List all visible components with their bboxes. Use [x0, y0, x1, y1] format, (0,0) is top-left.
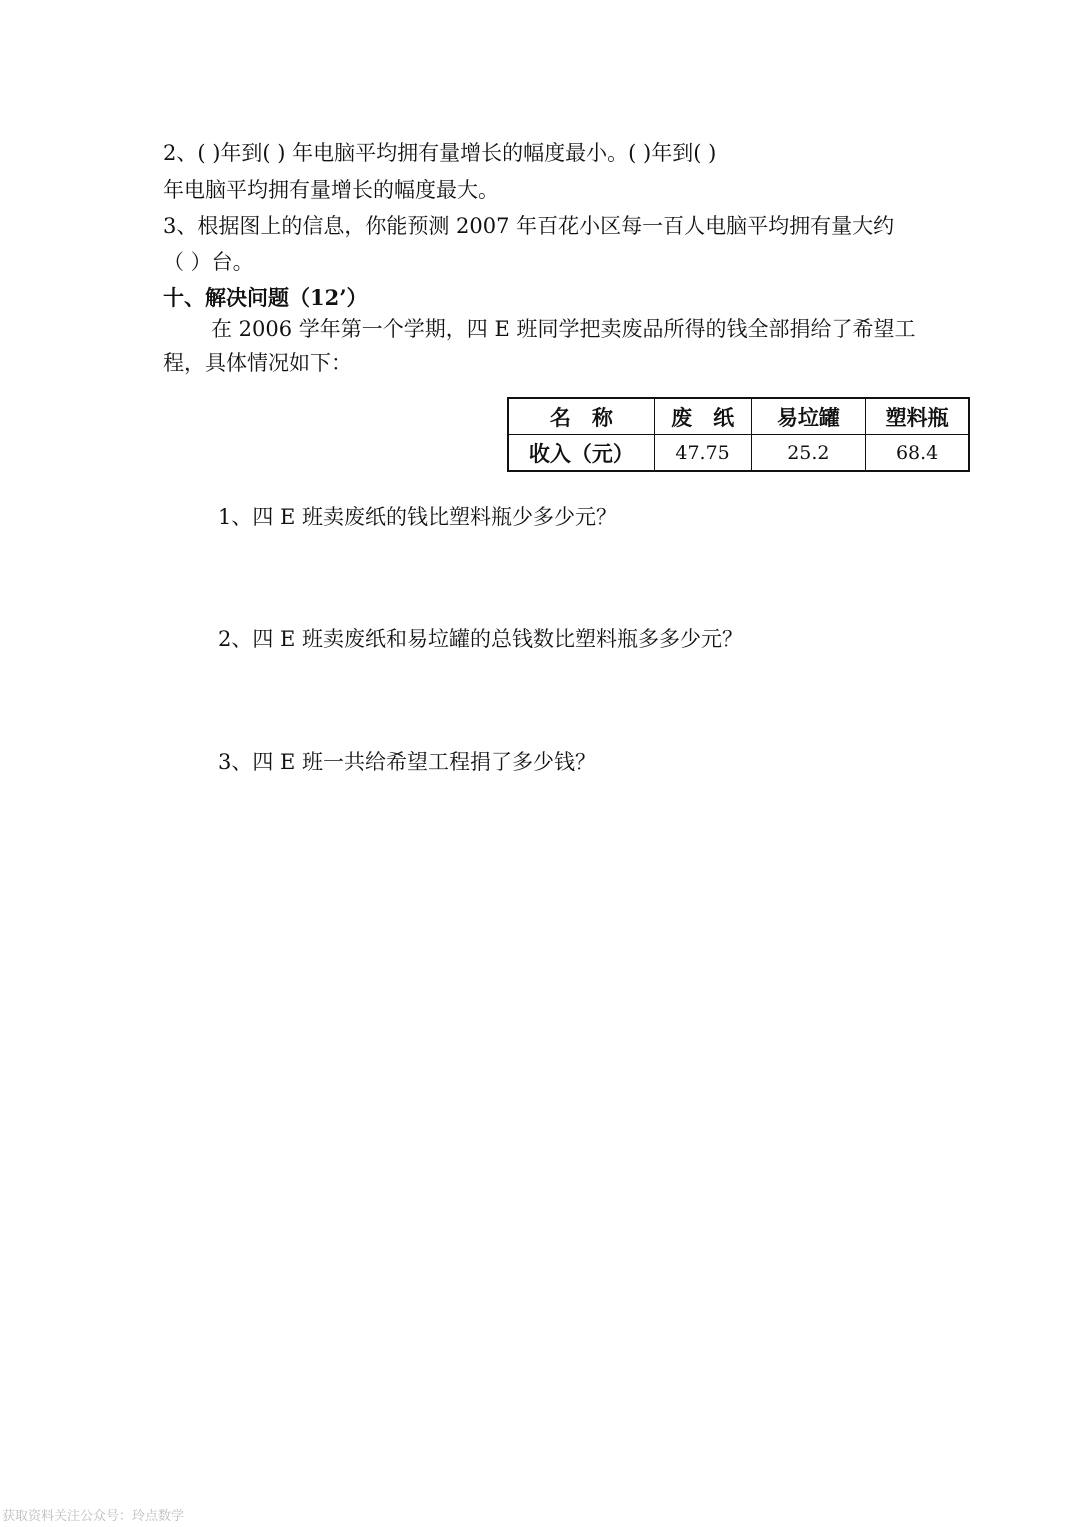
sub-question-3: 3、四 E 班一共给希望工程捐了多少钱？	[218, 750, 597, 774]
section-10-intro-line-1: 在 2006 学年第一个学期，四 E 班同学把卖废品所得的钱全部捐给了希望工	[211, 317, 916, 341]
table-row-label: 收入（元）	[508, 435, 654, 472]
question-2-line-1: 2、( )年到( ) 年电脑平均拥有量增长的幅度最小。( )年到( )	[163, 141, 717, 165]
table-header-row	[508, 398, 969, 435]
table-cell: 25.2	[751, 435, 866, 472]
table-header-cell: 易垃罐	[751, 398, 866, 435]
table-header-cell: 名 称	[508, 398, 654, 435]
section-10-title: 十、解决问题（12’）	[163, 285, 368, 310]
section-10-intro-line-2: 程，具体情况如下：	[163, 351, 352, 375]
sub-question-2: 2、四 E 班卖废纸和易垃罐的总钱数比塑料瓶多多少元？	[218, 627, 744, 651]
question-3-line-2: （ ）台。	[163, 250, 254, 274]
table-header-cell: 废 纸	[654, 398, 751, 435]
question-3-line-1: 3、根据图上的信息，你能预测 2007 年百花小区每一百人电脑平均拥有量大约	[163, 214, 895, 238]
table-cell: 47.75	[654, 435, 751, 472]
table-cell: 68.4	[866, 435, 969, 472]
footer-watermark: 获取资料关注公众号：玲点数学	[2, 1509, 185, 1524]
table-row	[508, 435, 969, 472]
table-header-cell: 塑料瓶	[866, 398, 969, 435]
income-table	[507, 397, 970, 472]
question-2-line-2: 年电脑平均拥有量增长的幅度最大。	[163, 178, 499, 202]
sub-question-1: 1、四 E 班卖废纸的钱比塑料瓶少多少元？	[218, 505, 618, 529]
